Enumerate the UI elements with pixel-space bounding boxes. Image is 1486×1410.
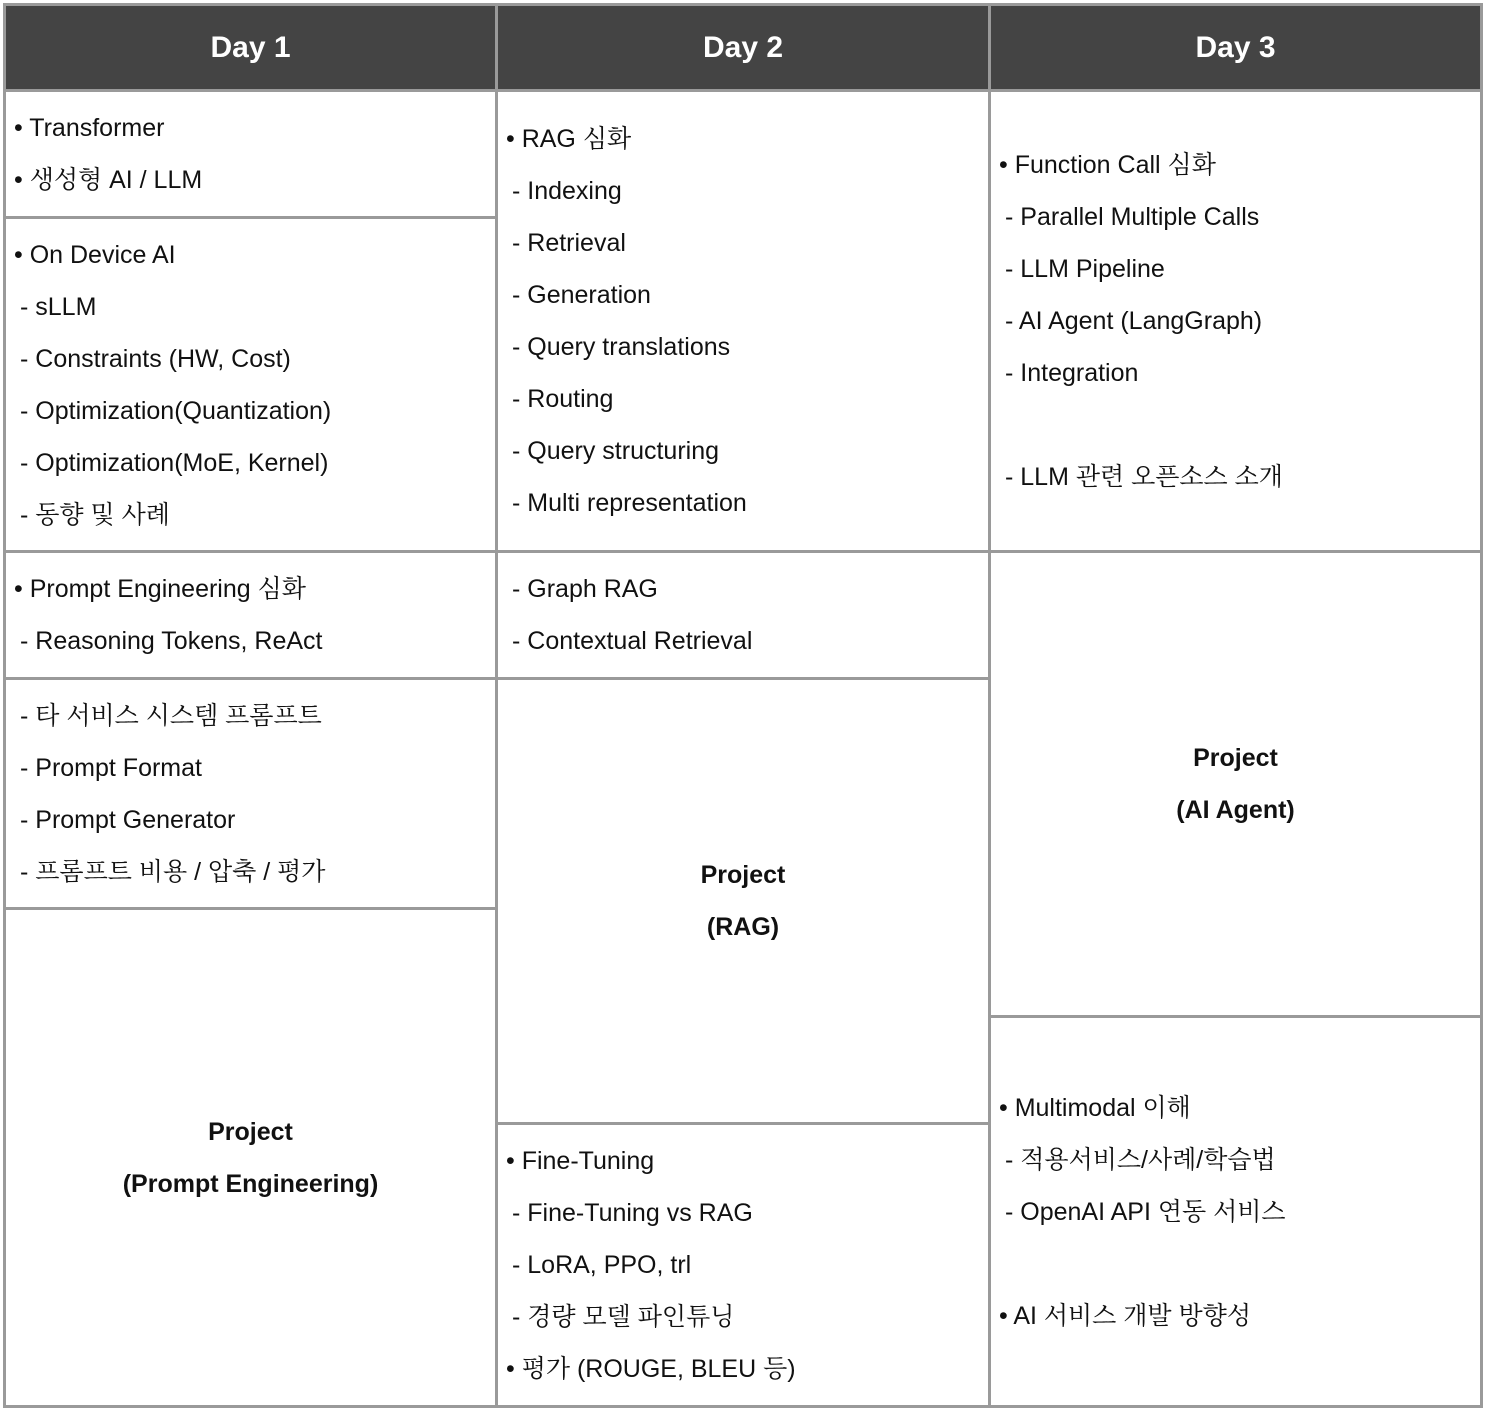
day3-cell <box>988 89 1483 553</box>
header-day-2 <box>495 3 991 92</box>
topic-line: - Prompt Format <box>20 753 202 782</box>
topic-line: • Fine-Tuning <box>506 1147 655 1175</box>
topic-line: - AI Agent (LangGraph) <box>1005 307 1263 335</box>
header-day-3 <box>988 3 1483 92</box>
day1-project-cell <box>3 907 498 1408</box>
day2-cell <box>495 89 991 553</box>
topic-line: • Function Call 심화 <box>999 151 1216 179</box>
topic-line: - 동향 및 사례 <box>20 500 170 529</box>
topic-line: - sLLM <box>20 292 97 321</box>
topic-line: - Optimization(Quantization) <box>20 396 332 425</box>
topic-line: - Query translations <box>512 333 731 361</box>
topic-line: - 적용서비스/사례/학습법 <box>1005 1145 1276 1174</box>
topic-line: • Prompt Engineering 심화 <box>14 575 306 603</box>
header-label: Day 3 <box>1195 30 1276 64</box>
topic-line: - 경량 모델 파인튜닝 <box>512 1303 735 1331</box>
topic-line: - LLM 관련 오픈소스 소개 <box>1005 463 1283 491</box>
topic-line: - Optimization(MoE, Kernel) <box>20 448 329 477</box>
topic-line <box>991 1238 1480 1290</box>
topic-line: - Query structuring <box>512 437 720 465</box>
day1-cell <box>3 677 498 910</box>
topic-line: - Multi representation <box>512 489 747 517</box>
topic-line: • RAG 심화 <box>506 125 632 153</box>
topic-line: - Constraints (HW, Cost) <box>20 344 291 373</box>
project-title-line: (RAG) <box>706 913 780 941</box>
day1-cell <box>3 216 498 553</box>
topic-line: - Parallel Multiple Calls <box>1005 203 1260 231</box>
topic-line: - LoRA, PPO, trl <box>512 1251 692 1279</box>
topic-line: - Integration <box>1005 359 1139 387</box>
topic-line: - Graph RAG <box>512 575 658 603</box>
topic-line: • Multimodal 이해 <box>999 1093 1191 1122</box>
topic-line: - Contextual Retrieval <box>512 627 753 655</box>
project-title-line: Project <box>700 861 786 889</box>
topic-line: - Generation <box>512 281 651 309</box>
project-title-line: (AI Agent) <box>1176 796 1295 824</box>
topic-line: - 프롬프트 비용 / 압축 / 평가 <box>20 857 326 886</box>
day2-cell <box>495 1122 991 1408</box>
topic-line: - Prompt Generator <box>20 805 236 834</box>
header-label: Day 2 <box>702 30 784 64</box>
topic-line: • 평가 (ROUGE, BLEU 등) <box>506 1355 796 1383</box>
day2-cell <box>495 550 991 680</box>
topic-line: - Fine-Tuning vs RAG <box>512 1199 753 1227</box>
day3-project-cell <box>988 550 1483 1018</box>
topic-line <box>991 399 1480 451</box>
topic-line: • AI 서비스 개발 방향성 <box>999 1301 1251 1330</box>
day3-cell <box>988 1015 1483 1408</box>
header-day-1 <box>3 3 498 92</box>
day1-cell <box>3 550 498 680</box>
header-label: Day 1 <box>210 30 291 64</box>
topic-line: - Reasoning Tokens, ReAct <box>20 627 323 655</box>
project-title-line: Project <box>208 1117 293 1146</box>
day2-project-cell <box>495 677 991 1125</box>
topic-line: • On Device AI <box>14 240 176 269</box>
topic-line: - Indexing <box>512 177 622 205</box>
day1-cell <box>3 89 498 219</box>
project-title-line: Project <box>1193 744 1278 772</box>
topic-line: • 생성형 AI / LLM <box>14 166 203 194</box>
topic-line: - LLM Pipeline <box>1005 255 1165 283</box>
topic-line: - 타 서비스 시스템 프롬프트 <box>20 701 322 730</box>
topic-line: - Routing <box>512 385 614 413</box>
topic-line: - OpenAI API 연동 서비스 <box>1005 1197 1286 1226</box>
project-title-line: (Prompt Engineering) <box>122 1169 379 1198</box>
topic-line: • Transformer <box>14 114 165 142</box>
topic-line: - Retrieval <box>512 229 626 257</box>
